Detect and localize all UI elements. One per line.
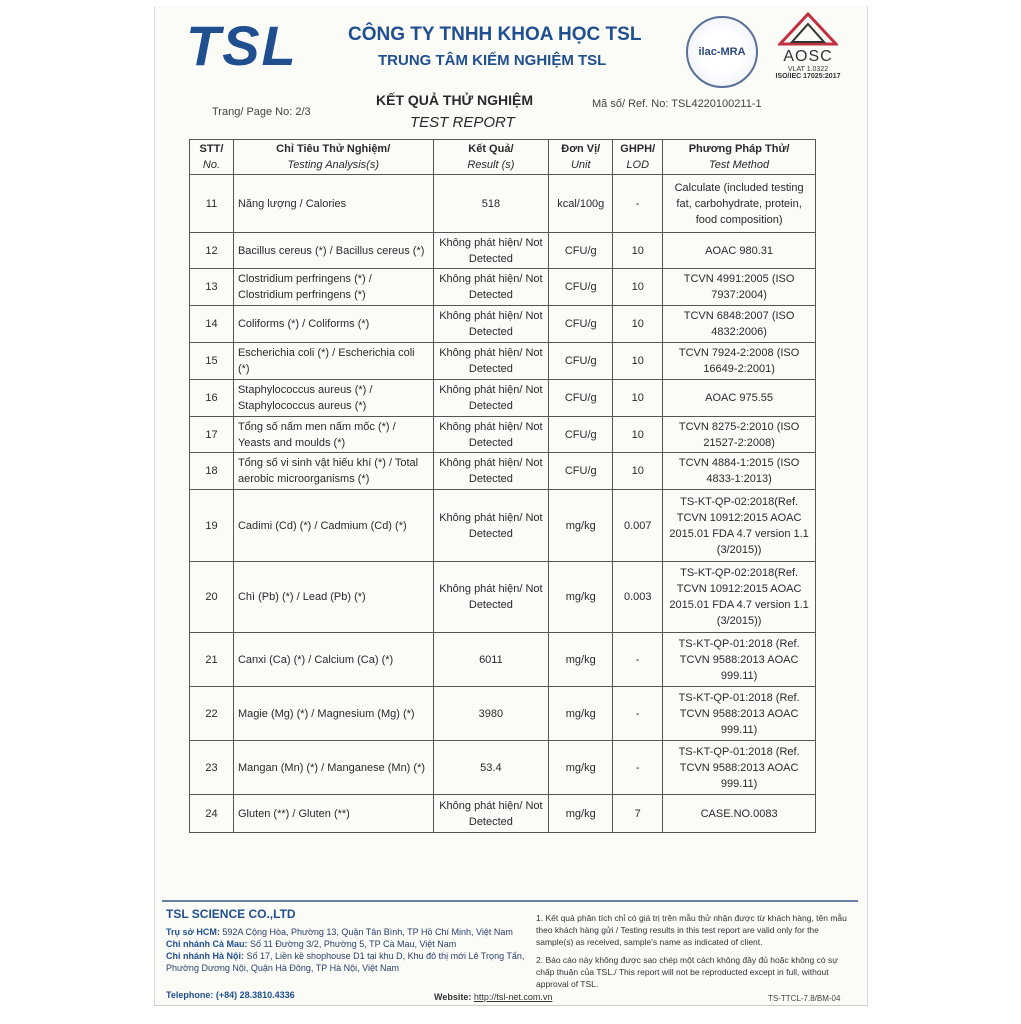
cell-lod: 10 [613, 380, 663, 417]
cell-lod: 0.003 [613, 562, 663, 633]
testing-center-name: TRUNG TÂM KIỂM NGHIỆM TSL [378, 52, 607, 69]
cell-unit: CFU/g [549, 453, 613, 490]
cell-method: AOAC 980.31 [663, 233, 816, 269]
cell-method: TCVN 8275-2:2010 (ISO 21527-2:2008) [663, 417, 816, 453]
aosc-label: AOSC [783, 48, 833, 65]
cell-unit: mg/kg [549, 795, 613, 833]
table-row [190, 633, 816, 687]
cell-method: TS-KT-QP-02:2018(Ref. TCVN 10912:2015 AOAC 2015.01 FDA 4.7 version 1.1 (3/2015)) [663, 490, 816, 562]
table-row [190, 343, 816, 380]
cell-lod: 10 [613, 269, 663, 306]
cell-unit: mg/kg [549, 687, 613, 741]
cell-analysis: Gluten (**) / Gluten (**) [233, 795, 433, 833]
hcm-address: Trụ sở HCM: 592A Cộng Hòa, Phường 13, Quận Tân Bình, TP Hồ Chí Minh, Việt Nam [166, 927, 513, 937]
cell-no: 24 [190, 795, 234, 833]
footer-company-name: TSL SCIENCE CO.,LTD [166, 907, 296, 921]
cell-method: TCVN 4884-1:2015 (ISO 4833-1:2013) [663, 453, 816, 490]
report-title-en: TEST REPORT [410, 114, 515, 131]
cell-analysis: Tổng số nấm men nấm mốc (*) / Yeasts and moulds (*) [233, 417, 433, 453]
cell-no: 18 [190, 453, 234, 490]
vlat-code: VLAT 1.0322 [787, 66, 829, 73]
table-row [190, 233, 816, 269]
reference-number: Mã số/ Ref. No: TSL4220100211-1 [592, 98, 762, 110]
header-method: Phương Pháp Thử/ Test Method [663, 140, 816, 175]
header-no: STT/ No. [190, 140, 234, 175]
cell-method: TCVN 4991:2005 (ISO 7937:2004) [663, 269, 816, 306]
table-row [190, 490, 816, 562]
cell-result: Không phát hiện/ Not Detected [433, 795, 549, 833]
form-code: TS-TTCL-7.8/BM-04 [768, 994, 841, 1003]
note-2: 2. Báo cáo này không được sao chép một cách không đầy đủ hoặc không có sự chấp thuận của TSL./ This report will not be reproducted except in full, without approval of TSL. [536, 955, 838, 989]
table-row [190, 741, 816, 795]
cell-no: 16 [190, 380, 234, 417]
footer-divider [162, 900, 858, 902]
table-row [190, 380, 816, 417]
cell-unit: kcal/100g [549, 175, 613, 233]
cell-analysis: Tổng số vi sinh vật hiếu khí (*) / Total aerobic microorganisms (*) [233, 453, 433, 490]
cell-unit: CFU/g [549, 233, 613, 269]
cell-analysis: Bacillus cereus (*) / Bacillus cereus (*) [233, 233, 433, 269]
cell-analysis: Staphylococcus aureus (*) / Staphylococcus aureus (*) [233, 380, 433, 417]
cell-analysis: Mangan (Mn) (*) / Manganese (Mn) (*) [233, 741, 433, 795]
cell-no: 15 [190, 343, 234, 380]
cell-analysis: Coliforms (*) / Coliforms (*) [233, 306, 433, 343]
cell-no: 14 [190, 306, 234, 343]
cell-no: 13 [190, 269, 234, 306]
company-name: CÔNG TY TNHH KHOA HỌC TSL [348, 24, 642, 45]
cell-unit: mg/kg [549, 490, 613, 562]
cell-lod: 7 [613, 795, 663, 833]
cell-no: 22 [190, 687, 234, 741]
cell-lod: - [613, 687, 663, 741]
cell-lod: 10 [613, 417, 663, 453]
cell-analysis: Năng lượng / Calories [233, 175, 433, 233]
cell-analysis: Escherichia coli (*) / Escherichia coli (*) [233, 343, 433, 380]
cell-analysis: Canxi (Ca) (*) / Calcium (Ca) (*) [233, 633, 433, 687]
cell-result: Không phát hiện/ Not Detected [433, 343, 549, 380]
cell-unit: CFU/g [549, 343, 613, 380]
note-1: 1. Kết quả phân tích chỉ có giá trị trên mẫu thử nhận được từ khách hàng, tên mẫu theo khách hàng gửi / Testing results in this test report are valid only for the sample(s) as received, sample's name as indicated of client. [536, 913, 847, 947]
camau-address: Chi nhánh Cà Mau: Số 11 Đường 3/2, Phường 5, TP Cà Mau, Việt Nam [166, 939, 457, 949]
cell-result: Không phát hiện/ Not Detected [433, 269, 549, 306]
ilac-mra-label: ilac-MRA [698, 46, 746, 58]
cell-result: Không phát hiện/ Not Detected [433, 490, 549, 562]
cell-lod: - [613, 175, 663, 233]
cell-method: TCVN 7924-2:2008 (ISO 16649-2:2001) [663, 343, 816, 380]
header-result: Kết Quả/ Result (s) [433, 140, 549, 175]
cell-result: Không phát hiện/ Not Detected [433, 417, 549, 453]
ilac-mra-logo [686, 16, 758, 88]
table-row [190, 269, 816, 306]
cell-lod: 10 [613, 343, 663, 380]
website: Website: http://tsl-net.com.vn [434, 992, 553, 1002]
table-row [190, 306, 816, 343]
cell-lod: - [613, 633, 663, 687]
cell-no: 23 [190, 741, 234, 795]
cell-result: 3980 [433, 687, 549, 741]
cell-method: TS-KT-QP-02:2018(Ref. TCVN 10912:2015 AOAC 2015.01 FDA 4.7 version 1.1 (3/2015)) [663, 562, 816, 633]
table-row [190, 453, 816, 490]
table-row [190, 795, 816, 833]
cell-unit: CFU/g [549, 306, 613, 343]
cell-method: TS-KT-QP-01:2018 (Ref. TCVN 9588:2013 AOAC 999.11) [663, 633, 816, 687]
page-number: Trang/ Page No: 2/3 [212, 106, 311, 118]
footer-notes [536, 912, 848, 990]
hanoi-address: Chi nhánh Hà Nội: Số 17, Liền kề shophouse D1 tại khu D, Khu đô thị mới Lê Trọng Tấn, Phường Dương Nội, Quận Hà Đông, TP Hà Nội, Việt Nam [166, 951, 525, 973]
cell-method: TS-KT-QP-01:2018 (Ref. TCVN 9588:2013 AOAC 999.11) [663, 687, 816, 741]
cell-lod: 10 [613, 453, 663, 490]
cell-no: 21 [190, 633, 234, 687]
iso-standard: ISO/IEC 17025:2017 [775, 73, 841, 80]
cell-unit: CFU/g [549, 380, 613, 417]
cell-method: TCVN 6848:2007 (ISO 4832:2006) [663, 306, 816, 343]
cell-method: AOAC 975.55 [663, 380, 816, 417]
cell-analysis: Magie (Mg) (*) / Magnesium (Mg) (*) [233, 687, 433, 741]
table-row [190, 175, 816, 233]
cell-unit: mg/kg [549, 741, 613, 795]
header-unit: Đơn Vị/ Unit [549, 140, 613, 175]
cell-no: 19 [190, 490, 234, 562]
cell-no: 17 [190, 417, 234, 453]
cell-analysis: Chì (Pb) (*) / Lead (Pb) (*) [233, 562, 433, 633]
table-row [190, 417, 816, 453]
cell-lod: 10 [613, 233, 663, 269]
cell-no: 11 [190, 175, 234, 233]
cell-method: CASE.NO.0083 [663, 795, 816, 833]
footer-addresses [166, 926, 526, 974]
cell-result: Không phát hiện/ Not Detected [433, 453, 549, 490]
aosc-triangle-icon [778, 12, 838, 46]
cell-analysis: Cadimi (Cd) (*) / Cadmium (Cd) (*) [233, 490, 433, 562]
header-analysis: Chỉ Tiêu Thử Nghiệm/ Testing Analysis(s) [233, 140, 433, 175]
cell-result: 6011 [433, 633, 549, 687]
table-row [190, 687, 816, 741]
report-title-vn: KẾT QUẢ THỬ NGHIỆM [376, 92, 534, 108]
cell-result: Không phát hiện/ Not Detected [433, 380, 549, 417]
aosc-accreditation-logo [766, 12, 850, 80]
table-header-row [190, 140, 816, 175]
cell-unit: CFU/g [549, 269, 613, 306]
cell-analysis: Clostridium perfringens (*) / Clostridium perfringens (*) [233, 269, 433, 306]
cell-method: Calculate (included testing fat, carbohydrate, protein, food composition) [663, 175, 816, 233]
cell-result: 53.4 [433, 741, 549, 795]
cell-result: Không phát hiện/ Not Detected [433, 562, 549, 633]
cell-lod: 10 [613, 306, 663, 343]
cell-method: TS-KT-QP-01:2018 (Ref. TCVN 9588:2013 AOAC 999.11) [663, 741, 816, 795]
cell-unit: CFU/g [549, 417, 613, 453]
cell-no: 20 [190, 562, 234, 633]
cell-no: 12 [190, 233, 234, 269]
cell-lod: 0.007 [613, 490, 663, 562]
table-row [190, 562, 816, 633]
cell-unit: mg/kg [549, 633, 613, 687]
telephone: Telephone: (+84) 28.3810.4336 [166, 990, 295, 1000]
cell-lod: - [613, 741, 663, 795]
company-logo: TSL [186, 14, 298, 77]
header-lod: GHPH/ LOD [613, 140, 663, 175]
cell-result: Không phát hiện/ Not Detected [433, 306, 549, 343]
results-table [189, 139, 816, 833]
cell-result: Không phát hiện/ Not Detected [433, 233, 549, 269]
cell-result: 518 [433, 175, 549, 233]
cell-unit: mg/kg [549, 562, 613, 633]
